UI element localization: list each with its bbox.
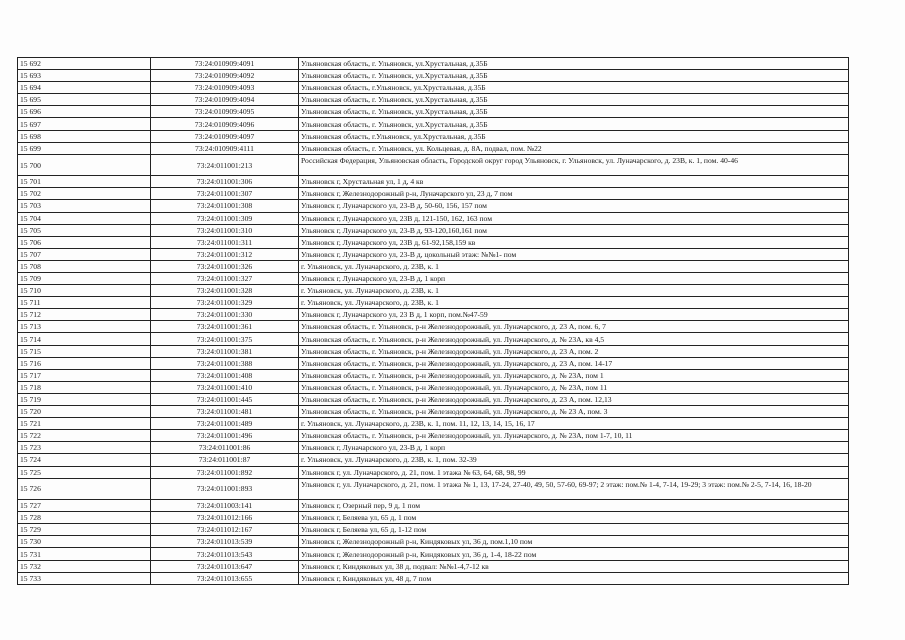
cadastral-number-cell: 73:24:010909:4091 xyxy=(151,58,299,70)
table-row xyxy=(18,321,849,333)
row-number-cell: 15 727 xyxy=(18,500,151,512)
address-cell: г. Ульяновск, ул. Луначарского, д. 23В, к. 1 xyxy=(299,260,849,272)
address-cell: Ульяновск г, Железнодорожный р-н, Киндяковых ул, 36 д, 1-4, 18-22 пом xyxy=(299,548,849,560)
row-number-cell: 15 698 xyxy=(18,130,151,142)
table-row xyxy=(18,548,849,560)
address-cell: Ульяновск г, Луначарского ул, 23-В д, 1 корп xyxy=(299,442,849,454)
address-cell: Ульяновская область, г. Ульяновск, р-н Железнодорожный, ул. Луначарского, д. № 23 А, пом. 3 xyxy=(299,406,849,418)
cadastral-number-cell: 73:24:011001:326 xyxy=(151,260,299,272)
row-number-cell: 15 700 xyxy=(18,154,151,176)
cadastral-number-cell: 73:24:011001:87 xyxy=(151,454,299,466)
row-number-cell: 15 694 xyxy=(18,82,151,94)
row-number-cell: 15 712 xyxy=(18,309,151,321)
cadastral-number-cell: 73:24:011003:141 xyxy=(151,500,299,512)
address-cell: Российская Федерация, Ульяновская область, Городской округ город Ульяновск, г. Ульяновск, ул. Луначарского, д. 23В, к. 1, пом. 40-46 xyxy=(299,154,849,176)
row-number-cell: 15 709 xyxy=(18,273,151,285)
cadastral-number-cell: 73:24:011001:489 xyxy=(151,418,299,430)
row-number-cell: 15 729 xyxy=(18,524,151,536)
address-cell: Ульяновск г, Беляева ул, 65 д, 1-12 пом xyxy=(299,524,849,536)
address-cell: Ульяновск г, ул. Луначарского, д. 21, пом. 1 этажа № 63, 64, 68, 98, 99 xyxy=(299,466,849,478)
address-cell: Ульяновск г, Луначарского ул, 23В д, 121-150, 162, 163 пом xyxy=(299,212,849,224)
row-number-cell: 15 733 xyxy=(18,572,151,584)
table-row xyxy=(18,106,849,118)
row-number-cell: 15 720 xyxy=(18,406,151,418)
table-row xyxy=(18,297,849,309)
row-number-cell: 15 716 xyxy=(18,357,151,369)
address-cell: Ульяновская область, г. Ульяновск, ул. Кольцевая, д. 8А, подвал, пом. №22 xyxy=(299,142,849,154)
cadastral-number-cell: 73:24:010909:4092 xyxy=(151,70,299,82)
table-row xyxy=(18,572,849,584)
row-number-cell: 15 715 xyxy=(18,345,151,357)
address-cell: Ульяновск г, Киндяковых ул, 48 д, 7 пом xyxy=(299,572,849,584)
cadastral-number-cell: 73:24:011001:445 xyxy=(151,393,299,405)
table-row xyxy=(18,70,849,82)
cadastral-number-cell: 73:24:010909:4095 xyxy=(151,106,299,118)
table-row xyxy=(18,248,849,260)
row-number-cell: 15 708 xyxy=(18,260,151,272)
cadastral-number-cell: 73:24:011001:375 xyxy=(151,333,299,345)
address-cell: Ульяновская область, г. Ульяновск, р-н Железнодорожный, ул. Луначарского, д. № 23А, пом 1-7, 10, 11 xyxy=(299,430,849,442)
cadastral-number-cell: 73:24:011001:213 xyxy=(151,154,299,176)
table-row xyxy=(18,260,849,272)
table-row xyxy=(18,309,849,321)
address-cell: Ульяновск г, Железнодорожный р-н, Луначарского ул, 23 д, 7 пом xyxy=(299,188,849,200)
address-cell: Ульяновск г, Хрустальная ул, 1 д, 4 кв xyxy=(299,176,849,188)
table-row xyxy=(18,536,849,548)
cadastral-number-cell: 73:24:011001:329 xyxy=(151,297,299,309)
cadastral-number-cell: 73:24:011001:388 xyxy=(151,357,299,369)
table-row xyxy=(18,512,849,524)
cadastral-number-cell: 73:24:011001:311 xyxy=(151,236,299,248)
address-cell: Ульяновск г, Луначарского ул, 23-В д, 93-120,160,161 пом xyxy=(299,224,849,236)
address-cell: Ульяновская область, г. Ульяновск, ул.Хрустальная, д.35Б xyxy=(299,58,849,70)
table-row xyxy=(18,381,849,393)
cadastral-number-cell: 73:24:011013:539 xyxy=(151,536,299,548)
row-number-cell: 15 703 xyxy=(18,200,151,212)
property-register-table xyxy=(17,57,849,585)
table-row xyxy=(18,236,849,248)
cadastral-number-cell: 73:24:011001:309 xyxy=(151,212,299,224)
table-row xyxy=(18,273,849,285)
address-cell: Ульяновская область, г. Ульяновск, р-н Железнодорожный, ул. Луначарского, д. 23 А, пом. 14-17 xyxy=(299,357,849,369)
cadastral-number-cell: 73:24:011013:647 xyxy=(151,560,299,572)
table-row xyxy=(18,418,849,430)
row-number-cell: 15 710 xyxy=(18,285,151,297)
address-cell: Ульяновская область, г.Ульяновск, ул.Хрустальная, д.35Б xyxy=(299,130,849,142)
address-cell: Ульяновск г, Луначарского ул, 23В д, 61-92,158,159 кв xyxy=(299,236,849,248)
table-row xyxy=(18,118,849,130)
address-cell: Ульяновск г, Луначарского ул, 23 В д, 1 корп, пом.№47-59 xyxy=(299,309,849,321)
address-cell: г. Ульяновск, ул. Луначарского, д. 23В, к. 1, пом. 11, 12, 13, 14, 15, 16, 17 xyxy=(299,418,849,430)
row-number-cell: 15 702 xyxy=(18,188,151,200)
cadastral-number-cell: 73:24:011001:312 xyxy=(151,248,299,260)
table-row xyxy=(18,58,849,70)
table-row xyxy=(18,466,849,478)
table-row xyxy=(18,176,849,188)
row-number-cell: 15 701 xyxy=(18,176,151,188)
row-number-cell: 15 717 xyxy=(18,369,151,381)
row-number-cell: 15 697 xyxy=(18,118,151,130)
row-number-cell: 15 707 xyxy=(18,248,151,260)
table-row xyxy=(18,154,849,176)
cadastral-number-cell: 73:24:011012:167 xyxy=(151,524,299,536)
cadastral-number-cell: 73:24:011001:410 xyxy=(151,381,299,393)
address-cell: Ульяновская область, г. Ульяновск, ул.Хрустальная, д.35Б xyxy=(299,118,849,130)
address-cell: Ульяновск г, Железнодорожный р-н, Киндяковых ул, 36 д, пом.1,10 пом xyxy=(299,536,849,548)
address-cell: г. Ульяновск, ул. Луначарского, д. 23В, к. 1 xyxy=(299,285,849,297)
cadastral-number-cell: 73:24:011001:381 xyxy=(151,345,299,357)
cadastral-number-cell: 73:24:010909:4097 xyxy=(151,130,299,142)
row-number-cell: 15 732 xyxy=(18,560,151,572)
cadastral-number-cell: 73:24:011001:361 xyxy=(151,321,299,333)
row-number-cell: 15 723 xyxy=(18,442,151,454)
row-number-cell: 15 722 xyxy=(18,430,151,442)
cadastral-number-cell: 73:24:011001:328 xyxy=(151,285,299,297)
table-row xyxy=(18,333,849,345)
cadastral-number-cell: 73:24:011001:308 xyxy=(151,200,299,212)
cadastral-number-cell: 73:24:011001:307 xyxy=(151,188,299,200)
table-row xyxy=(18,188,849,200)
row-number-cell: 15 693 xyxy=(18,70,151,82)
cadastral-number-cell: 73:24:011001:408 xyxy=(151,369,299,381)
row-number-cell: 15 704 xyxy=(18,212,151,224)
row-number-cell: 15 731 xyxy=(18,548,151,560)
row-number-cell: 15 696 xyxy=(18,106,151,118)
row-number-cell: 15 721 xyxy=(18,418,151,430)
cadastral-number-cell: 73:24:011001:893 xyxy=(151,478,299,500)
row-number-cell: 15 726 xyxy=(18,478,151,500)
address-cell: Ульяновская область, г. Ульяновск, ул.Хрустальная, д.35Б xyxy=(299,70,849,82)
row-number-cell: 15 714 xyxy=(18,333,151,345)
address-cell: Ульяновская область, г. Ульяновск, р-н Железнодорожный, ул. Луначарского, д. 23 А, пом. 2 xyxy=(299,345,849,357)
address-cell: Ульяновск г, Киндяковых ул, 38 д, подвал: №№1-4,7-12 кв xyxy=(299,560,849,572)
address-cell: Ульяновская область, г. Ульяновск, р-н Железнодорожный, ул. Луначарского, д. № 23А, пом 11 xyxy=(299,381,849,393)
cadastral-number-cell: 73:24:011001:310 xyxy=(151,224,299,236)
register-table-body xyxy=(18,58,849,585)
table-row xyxy=(18,130,849,142)
cadastral-number-cell: 73:24:010909:4093 xyxy=(151,82,299,94)
cadastral-number-cell: 73:24:011013:655 xyxy=(151,572,299,584)
row-number-cell: 15 705 xyxy=(18,224,151,236)
cadastral-number-cell: 73:24:010909:4096 xyxy=(151,118,299,130)
cadastral-number-cell: 73:24:011001:327 xyxy=(151,273,299,285)
cadastral-number-cell: 73:24:011001:892 xyxy=(151,466,299,478)
cadastral-number-cell: 73:24:010909:4111 xyxy=(151,142,299,154)
table-row xyxy=(18,369,849,381)
address-cell: Ульяновская область, г. Ульяновск, ул.Хрустальная, д.35Б xyxy=(299,94,849,106)
address-cell: Ульяновск г, ул. Луначарского, д. 21, пом. 1 этажа № 1, 13, 17-24, 27-40, 49, 50, 57-60, 69-97; 2 этаж: пом.№ 1-4, 7-14, 19-29; 3 этаж: пом.№ 2-5, 7-14, 16, 18-20 xyxy=(299,478,849,500)
row-number-cell: 15 724 xyxy=(18,454,151,466)
table-row xyxy=(18,560,849,572)
row-number-cell: 15 695 xyxy=(18,94,151,106)
cadastral-number-cell: 73:24:011013:543 xyxy=(151,548,299,560)
table-row xyxy=(18,524,849,536)
address-cell: Ульяновск г, Озерный пер, 9 д, 1 пом xyxy=(299,500,849,512)
table-row xyxy=(18,224,849,236)
address-cell: г. Ульяновск, ул. Луначарского, д. 23В, к. 1 xyxy=(299,297,849,309)
table-row xyxy=(18,94,849,106)
address-cell: Ульяновская область, г. Ульяновск, ул.Хрустальная, д.35Б xyxy=(299,106,849,118)
row-number-cell: 15 692 xyxy=(18,58,151,70)
address-cell: Ульяновск г, Луначарского ул, 23-В д, 50-60, 156, 157 пом xyxy=(299,200,849,212)
table-row xyxy=(18,442,849,454)
table-row xyxy=(18,82,849,94)
table-row xyxy=(18,478,849,500)
row-number-cell: 15 730 xyxy=(18,536,151,548)
address-cell: Ульяновск г, Луначарского ул, 23-В д, 1 корп xyxy=(299,273,849,285)
address-cell: г. Ульяновск, ул. Луначарского, д. 23В, к. 1, пом. 32-39 xyxy=(299,454,849,466)
address-cell: Ульяновская область, г.Ульяновск, ул.Хрустальная, д.35Б xyxy=(299,82,849,94)
address-cell: Ульяновск г, Беляева ул, 65 д, 1 пом xyxy=(299,512,849,524)
table-row xyxy=(18,212,849,224)
cadastral-number-cell: 73:24:011001:86 xyxy=(151,442,299,454)
cadastral-number-cell: 73:24:011001:306 xyxy=(151,176,299,188)
row-number-cell: 15 719 xyxy=(18,393,151,405)
table-row xyxy=(18,393,849,405)
row-number-cell: 15 711 xyxy=(18,297,151,309)
cadastral-number-cell: 73:24:011001:481 xyxy=(151,406,299,418)
table-row xyxy=(18,430,849,442)
address-cell: Ульяновск г, Луначарского ул, 23-В д, цокольный этаж: №№1- пом xyxy=(299,248,849,260)
table-row xyxy=(18,500,849,512)
row-number-cell: 15 699 xyxy=(18,142,151,154)
cadastral-number-cell: 73:24:011001:496 xyxy=(151,430,299,442)
table-row xyxy=(18,285,849,297)
address-cell: Ульяновская область, г. Ульяновск, р-н Железнодорожный, ул. Луначарского, д. № 23А, пом 1 xyxy=(299,369,849,381)
row-number-cell: 15 706 xyxy=(18,236,151,248)
table-row xyxy=(18,200,849,212)
address-cell: Ульяновская область, г. Ульяновск, р-н Железнодорожный, ул. Луначарского, д. № 23А, кв 4,5 xyxy=(299,333,849,345)
row-number-cell: 15 718 xyxy=(18,381,151,393)
table-row xyxy=(18,357,849,369)
cadastral-number-cell: 73:24:011001:330 xyxy=(151,309,299,321)
table-row xyxy=(18,406,849,418)
row-number-cell: 15 728 xyxy=(18,512,151,524)
cadastral-number-cell: 73:24:010909:4094 xyxy=(151,94,299,106)
table-row xyxy=(18,345,849,357)
table-row xyxy=(18,142,849,154)
address-cell: Ульяновская область, г. Ульяновск, р-н Железнодорожный, ул. Луначарского, д. 23 А, пом. 6, 7 xyxy=(299,321,849,333)
table-row xyxy=(18,454,849,466)
cadastral-number-cell: 73:24:011012:166 xyxy=(151,512,299,524)
address-cell: Ульяновская область, г. Ульяновск, р-н Железнодорожный, ул. Луначарского, д. 23 А, пом. 12,13 xyxy=(299,393,849,405)
row-number-cell: 15 725 xyxy=(18,466,151,478)
row-number-cell: 15 713 xyxy=(18,321,151,333)
